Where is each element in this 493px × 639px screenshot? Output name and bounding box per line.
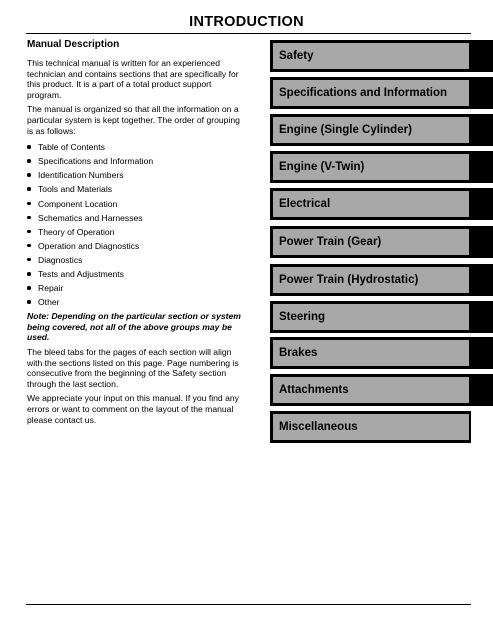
tab-label[interactable]: Safety [273,43,469,69]
note-text: Note: Depending on the particular section or system being covered, not all of the above groups may be used. [27,311,241,343]
list-item: Operation and Diagnostics [27,239,245,253]
tab-steering[interactable] [270,301,493,333]
list-item: Tests and Adjustments [27,267,245,281]
tab-brakes[interactable] [270,337,493,369]
list-item: Tools and Materials [27,182,245,196]
tab-label[interactable]: Power Train (Gear) [273,229,469,255]
tab-attachments[interactable] [270,374,493,406]
tab-engine-single-cylinder[interactable] [270,114,493,146]
list-item: Theory of Operation [27,225,245,239]
list-item: Other [27,295,245,309]
tab-miscellaneous[interactable] [270,411,493,443]
list-item: Diagnostics [27,253,245,267]
tab-safety[interactable] [270,40,493,72]
tab-engine-v-twin[interactable] [270,151,493,183]
tab-electrical[interactable] [270,188,493,220]
list-item: Schematics and Harnesses [27,211,245,225]
tab-power-train-gear[interactable] [270,226,493,258]
grouping-list [27,140,245,309]
manual-description [27,39,245,429]
tab-label[interactable]: Attachments [273,377,469,403]
tab-label[interactable]: Power Train (Hydrostatic) [273,267,469,293]
section-heading: Manual Description [27,39,120,50]
tab-label[interactable]: Electrical [273,191,469,217]
tab-label[interactable]: Engine (V-Twin) [273,154,469,180]
tab-power-train-hydrostatic[interactable] [270,264,493,296]
list-item: Repair [27,281,245,295]
list-item: Component Location [27,197,245,211]
tab-label[interactable]: Brakes [273,340,469,366]
title-divider [26,33,471,34]
tab-label[interactable]: Miscellaneous [273,414,469,440]
tab-label[interactable]: Specifications and Information [273,80,469,106]
tab-label[interactable]: Steering [273,304,469,330]
intro-paragraph: This technical manual is written for an experienced technician and contains sections that are specifically for this product. It is a part of a total product support program. [27,58,239,100]
list-item: Specifications and Information [27,154,245,168]
feedback-paragraph: We appreciate your input on this manual. If you find any errors or want to comment on the layout of the manual please contact us. [27,393,239,425]
list-item: Identification Numbers [27,168,245,182]
footer-divider [26,604,471,605]
page-title: INTRODUCTION [189,14,304,30]
bleed-tabs-paragraph: The bleed tabs for the pages of each section will align with the sections listed on this page. Page numbering is consecutive from the beginning of the Safety section through the last section. [27,347,239,389]
tab-specifications[interactable] [270,77,493,109]
tab-label[interactable]: Engine (Single Cylinder) [273,117,469,143]
organization-paragraph: The manual is organized so that all the information on a particular system is kept together. The order of grouping is as follows: [27,104,240,136]
list-item: Table of Contents [27,140,245,154]
